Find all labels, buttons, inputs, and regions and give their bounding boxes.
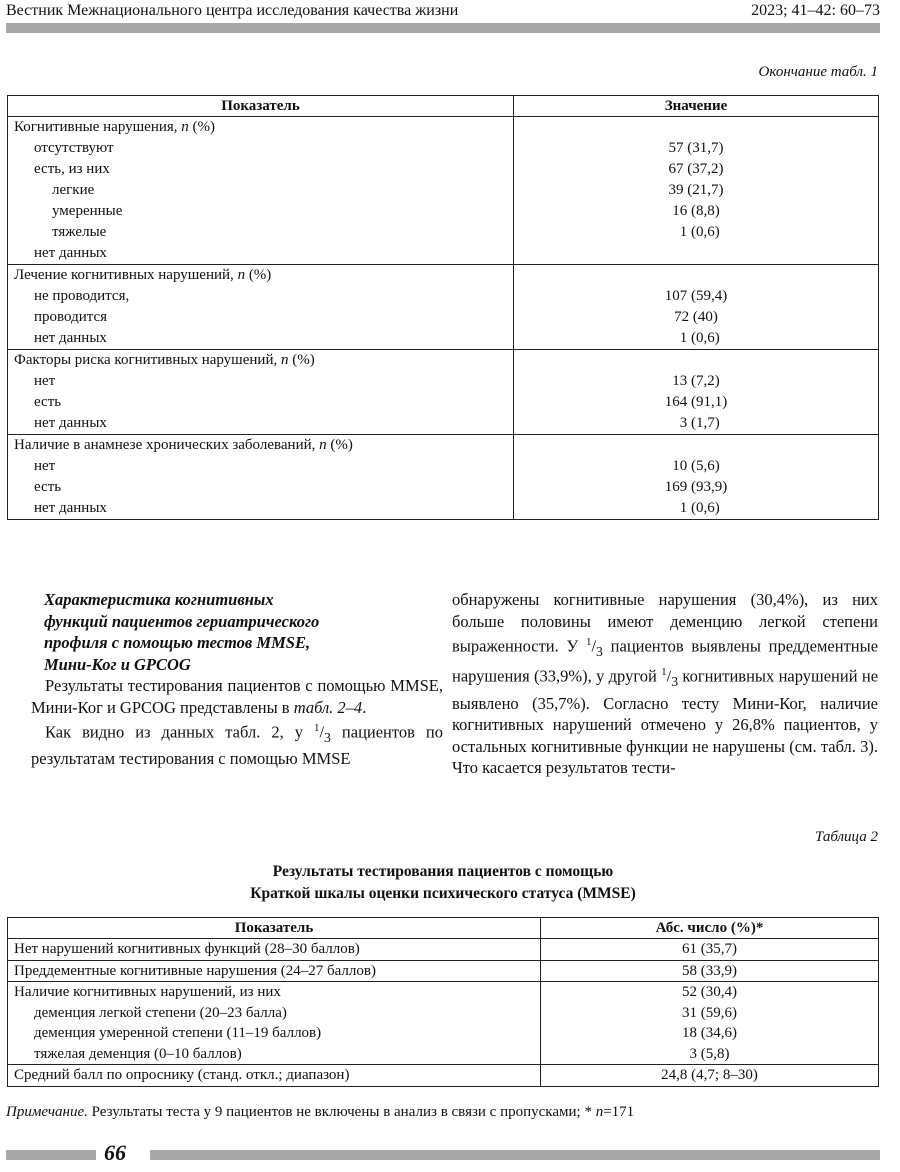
table1-group-title: Наличие в анамнезе хронических заболеваний, n (%) bbox=[14, 437, 353, 453]
table1-col-indicator: Показатель bbox=[8, 96, 514, 117]
table1-row-label: тяжелые bbox=[52, 224, 107, 240]
fraction-numerator: 1 bbox=[585, 636, 592, 648]
table1-row-label: есть bbox=[34, 479, 62, 495]
table1-value-spacer bbox=[520, 435, 872, 456]
table1-indicator-cell bbox=[8, 265, 514, 350]
paragraph-2-end: пациентов по результатам тестирования с помощью MMSE bbox=[31, 722, 443, 769]
header-rule bbox=[6, 23, 880, 33]
table2-value-cell bbox=[541, 960, 879, 982]
table1-row-value: 164 (91,1) bbox=[664, 394, 728, 410]
fraction-numerator: 1 bbox=[313, 722, 320, 734]
text-column-right: обнаружены когнитивные нарушения (30,4%), из них больше половины имеют деменцию легкой степени выраженности. У $^1/_3$ пациентов выявлены преддементные нарушения (33,9%), у другой $^1/_3$ когнитивных нарушений не выявлено (35,7%). Согласно тесту Мини-Ког, наличие когнитивных нарушений отмечено у 26,8% пациентов, у остальных когнитивные функции не нарушены (см. табл. 3). Что касается результатов тести- bbox=[452, 590, 879, 778]
table2-title-line2: Краткой шкалы оценки психического статуса (MMSE) bbox=[250, 885, 636, 902]
table1-row-label: нет данных bbox=[34, 500, 107, 516]
table1-row-value: 1 (0,6) bbox=[672, 224, 720, 240]
table2-row-value: 18 (34,6) bbox=[682, 1025, 737, 1041]
table2-body bbox=[8, 939, 879, 1087]
table2-row-label: Преддементные когнитивные нарушения (24–27 баллов) bbox=[14, 962, 376, 979]
table2-indicator-cell bbox=[8, 1065, 541, 1087]
table1-value-spacer bbox=[520, 265, 872, 286]
table1-row-value: 1 (0,6) bbox=[672, 500, 720, 516]
table2-row-label: Наличие когнитивных нарушений, из них bbox=[14, 984, 281, 1000]
table1-row-value: 39 (21,7) bbox=[668, 182, 724, 198]
running-header bbox=[6, 0, 880, 22]
table2-row-label: Средний балл по опроснику (станд. откл.; диапазон) bbox=[14, 1067, 350, 1083]
table1-row-value: 3 (1,7) bbox=[672, 415, 720, 431]
table1-group-title: Когнитивные нарушения, n (%) bbox=[14, 119, 216, 135]
section-heading bbox=[31, 589, 443, 675]
right-text-a: обнаружены когнитивные нарушения (30,4%), из них больше половины имеют деменцию легкой степени выраженности. У bbox=[452, 590, 878, 656]
table1-row-label: легкие bbox=[52, 182, 95, 198]
table1-row-value: 13 (7,2) bbox=[672, 373, 720, 389]
table2-col-count: Абс. число (%)* bbox=[541, 918, 879, 939]
paragraph-2-text: Как видно из данных табл. 2, у bbox=[45, 722, 303, 742]
table1-row-value: 16 (8,8) bbox=[672, 203, 720, 219]
table1-body bbox=[8, 117, 879, 520]
table1-row-label: нет данных bbox=[34, 245, 107, 261]
fraction-denominator: 3 bbox=[324, 729, 331, 745]
paragraph-2: Как видно из данных табл. 2, у $^1/_3$ пациентов по результатам тестирования с помощью MMSE bbox=[31, 722, 443, 769]
table2-title-line1: Результаты тестирования пациентов с помощью bbox=[272, 863, 614, 880]
table-note bbox=[6, 1104, 634, 1121]
table1-row-value: 72 (40) bbox=[674, 309, 718, 325]
table1-indicator-cell bbox=[8, 117, 514, 265]
table1-row-value: 57 (31,7) bbox=[668, 140, 724, 156]
table1-row-value: 1 (0,6) bbox=[672, 330, 720, 346]
table2-row-label: деменция умеренной степени (11–19 баллов) bbox=[34, 1025, 322, 1041]
table2-row bbox=[8, 960, 879, 982]
table1-group-row bbox=[8, 265, 879, 350]
table2-col-indicator: Показатель bbox=[8, 918, 541, 939]
note-tail: * n=171 bbox=[584, 1104, 635, 1120]
table1-group-row bbox=[8, 435, 879, 520]
table2-value-cell bbox=[541, 1065, 879, 1087]
table1-row-label: есть, из них bbox=[34, 161, 110, 177]
table1-row-label: нет данных bbox=[34, 415, 107, 431]
footer-rule-left bbox=[6, 1150, 96, 1160]
paragraph-1-text: Результаты тестирования пациентов с помощью MMSE, Мини-Ког и GPCOG представлены в bbox=[31, 676, 443, 717]
journal-title: Вестник Межнационального центра исследования качества жизни bbox=[6, 2, 459, 19]
page-number: 66 bbox=[104, 1140, 126, 1165]
table1-caption: Окончание табл. 1 bbox=[758, 64, 878, 80]
table1-value-cell bbox=[514, 265, 879, 350]
table2-indicator-cell bbox=[8, 960, 541, 982]
table2-row bbox=[8, 939, 879, 961]
table1-row-label: нет данных bbox=[34, 330, 107, 346]
table1-row-label: проводится bbox=[34, 309, 108, 325]
table1-row-label: умеренные bbox=[52, 203, 123, 219]
table2 bbox=[7, 917, 879, 1087]
table2-header-row bbox=[8, 918, 879, 939]
table2-row-label: деменция легкой степени (20–23 балла) bbox=[34, 1004, 287, 1021]
table1-value-cell bbox=[514, 350, 879, 435]
section-heading-line: профиля с помощью тестов MMSE, bbox=[44, 633, 311, 652]
table1-col-value: Значение bbox=[514, 96, 879, 117]
table1-row-value: 10 (5,6) bbox=[672, 458, 720, 474]
right-text-b: пациентов выявлены преддементные нарушения (33,9%), у другой bbox=[452, 636, 879, 686]
note-label: Примечание. bbox=[6, 1104, 88, 1120]
section-heading-line: функций пациентов гериатрического bbox=[44, 611, 320, 631]
fraction-denominator: 3 bbox=[596, 643, 603, 659]
table1-row-label: нет bbox=[34, 458, 56, 474]
table1-value-spacer bbox=[520, 350, 872, 371]
table1-value-cell bbox=[514, 117, 879, 265]
table2-row-value: 61 (35,7) bbox=[682, 941, 737, 957]
right-text-c: когнитивных нарушений не выявлено (35,7%). Согласно тесту Мини-Ког, наличие когнитивных нарушений отмечено у 26,8% пациентов, у остальных когнитивные функции не нарушены (см. табл. 3). Что касается результатов тести- bbox=[452, 666, 879, 778]
table1-row-label: не проводится, bbox=[34, 288, 130, 304]
table1-value-spacer bbox=[520, 117, 872, 138]
table2-row-value: 52 (30,4) bbox=[682, 984, 737, 1000]
table2-value-cell bbox=[541, 982, 879, 1065]
footer-rule-right bbox=[150, 1150, 880, 1160]
text-column-left bbox=[31, 589, 443, 770]
paragraph-1 bbox=[31, 675, 443, 718]
fraction-numerator: 1 bbox=[661, 666, 667, 679]
table1-value-cell bbox=[514, 435, 879, 520]
table1-group-row bbox=[8, 117, 879, 265]
table1-row-value: 67 (37,2) bbox=[668, 161, 724, 177]
table1 bbox=[7, 95, 879, 520]
table2-row bbox=[8, 1065, 879, 1087]
section-heading-line: Характеристика когнитивных bbox=[44, 590, 274, 609]
table2-row-value: 31 (59,6) bbox=[682, 1004, 737, 1021]
fraction-denominator: 3 bbox=[671, 674, 679, 690]
paragraph-1-end: . bbox=[362, 697, 367, 717]
table2-row-value: 58 (33,9) bbox=[682, 962, 737, 979]
table1-row-label: нет bbox=[34, 373, 56, 389]
table1-group-row bbox=[8, 350, 879, 435]
table1-row-value: 107 (59,4) bbox=[664, 288, 728, 304]
section-heading-line: Мини-Ког и GPCOG bbox=[44, 654, 191, 674]
table-reference: табл. 2–4 bbox=[293, 697, 363, 717]
table1-row-value: 169 (93,9) bbox=[664, 479, 728, 495]
table1-group-title: Лечение когнитивных нарушений, n (%) bbox=[14, 267, 272, 283]
table2-row-value: 3 (5,8) bbox=[689, 1045, 730, 1062]
table1-indicator-cell bbox=[8, 350, 514, 435]
table2-row-label: Нет нарушений когнитивных функций (28–30 баллов) bbox=[14, 941, 360, 957]
table2-indicator-cell bbox=[8, 982, 541, 1065]
table2-row-value: 24,8 (4,7; 8–30) bbox=[661, 1067, 758, 1083]
table2-indicator-cell bbox=[8, 939, 541, 961]
table1-indicator-cell bbox=[8, 435, 514, 520]
note-text: Результаты теста у 9 пациентов не включены в анализ в связи с пропусками; bbox=[91, 1104, 581, 1120]
table2-row bbox=[8, 982, 879, 1065]
table2-value-cell bbox=[541, 939, 879, 961]
table1-group-title: Факторы риска когнитивных нарушений, n (%) bbox=[14, 352, 315, 368]
table1-row-label: отсутствуют bbox=[34, 140, 114, 156]
table1-row-label: есть bbox=[34, 394, 62, 410]
issue-info: 2023; 41–42: 60–73 bbox=[751, 2, 880, 19]
table2-row-label: тяжелая деменция (0–10 баллов) bbox=[34, 1045, 242, 1062]
table1-header-row bbox=[8, 96, 879, 117]
table2-caption: Таблица 2 bbox=[815, 829, 878, 845]
